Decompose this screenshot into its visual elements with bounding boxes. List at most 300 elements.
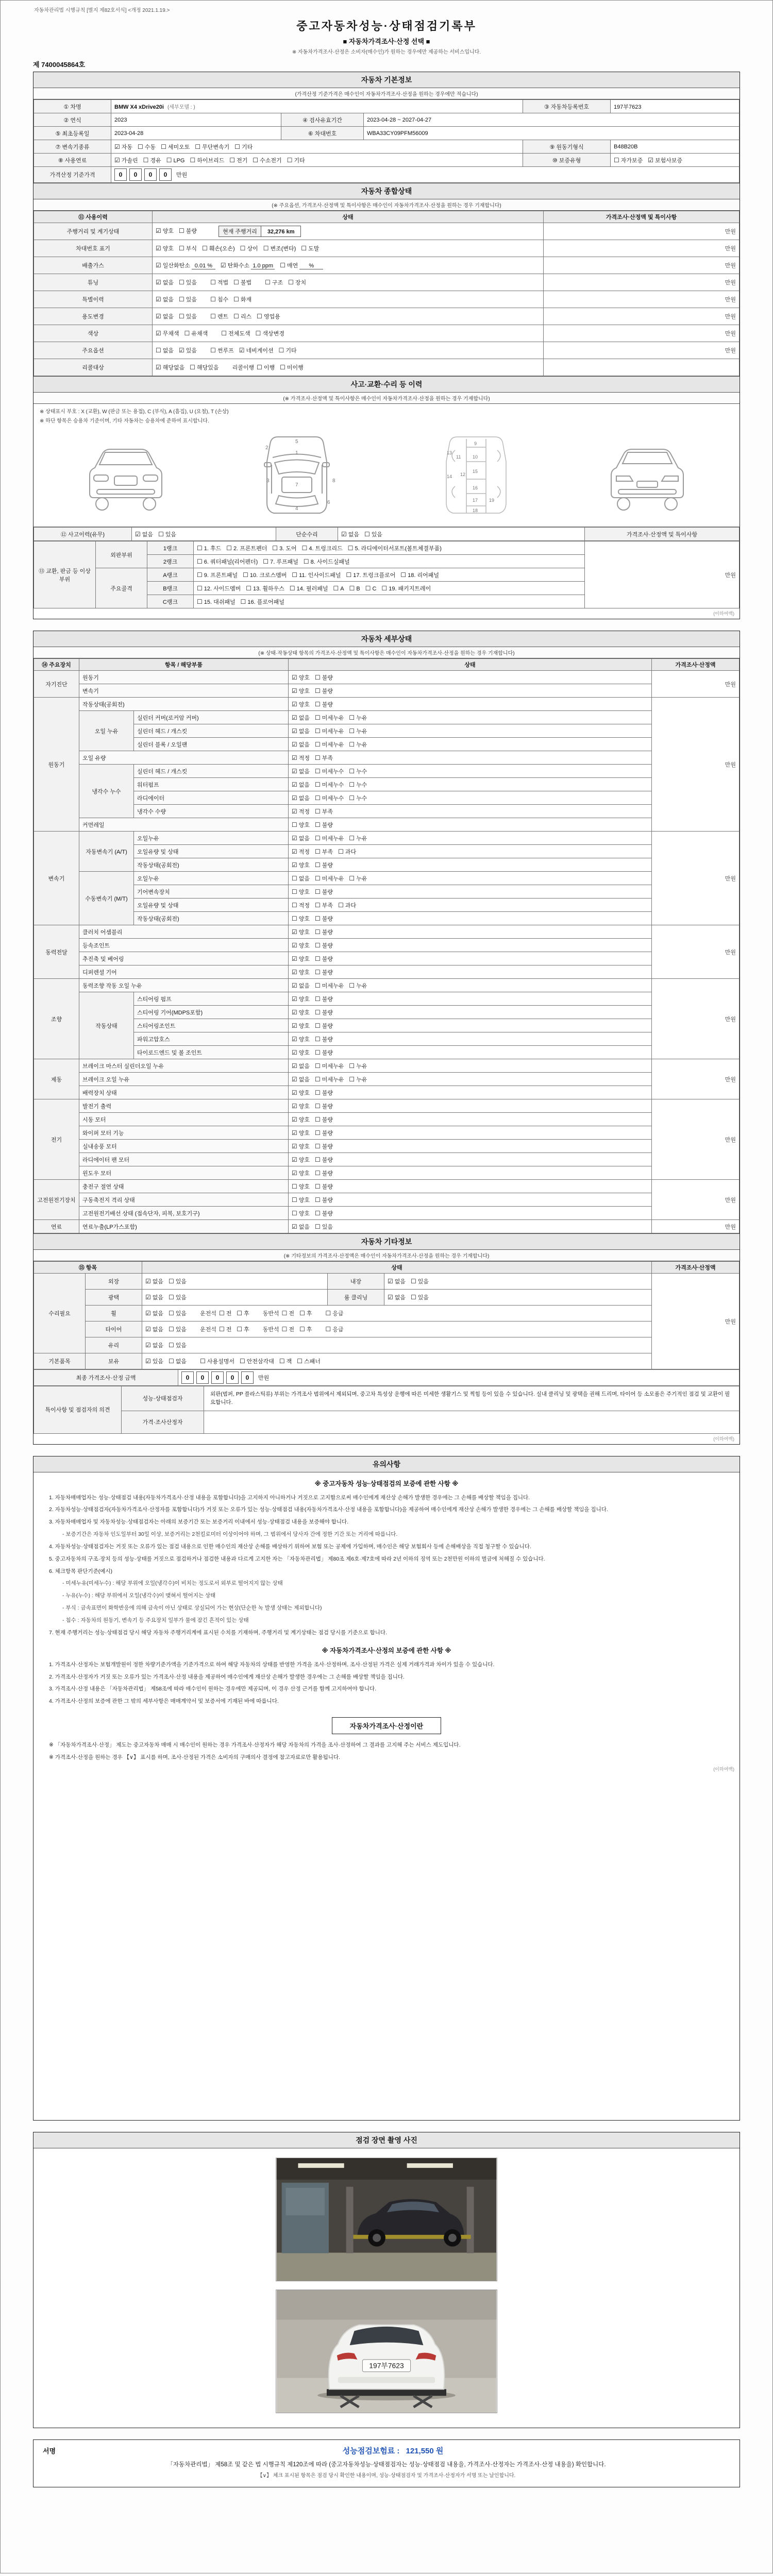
checkbox-option[interactable] [299, 1309, 312, 1317]
check-group [292, 954, 338, 963]
checkbox-option-checked[interactable] [648, 156, 682, 164]
checkbox-option[interactable] [202, 244, 235, 252]
checkbox-option-checked[interactable] [292, 848, 310, 856]
device-item-label: 오일 유량 [79, 751, 289, 765]
checkbox-icon: ☐ [315, 1156, 321, 1163]
checkbox-option[interactable] [315, 888, 333, 896]
form-reference: 자동차관리법 시행규칙 [별지 제82호서식] <개정 2021.1.19.> [34, 8, 170, 13]
checkbox-option-checked[interactable] [292, 1048, 310, 1057]
checkbox-option[interactable] [197, 571, 238, 579]
checkbox-option-checked[interactable] [292, 767, 310, 775]
option-label: 양호 [298, 1143, 310, 1150]
checkbox-option-checked[interactable] [156, 295, 174, 303]
checkbox-option[interactable] [325, 1309, 343, 1317]
price-amount-cell: 만원 [544, 342, 740, 359]
checkbox-option-checked[interactable] [292, 807, 310, 816]
checkbox-option-checked[interactable] [292, 727, 310, 735]
checkbox-option[interactable] [219, 1325, 231, 1333]
checkbox-icon: ☑ [292, 955, 297, 962]
checkbox-option-checked[interactable] [292, 700, 310, 708]
checkbox-option-checked[interactable] [145, 1293, 163, 1301]
device-item-state [289, 832, 652, 845]
checkbox-option[interactable] [237, 1325, 249, 1333]
checkbox-option[interactable] [315, 700, 333, 708]
checkbox-option-checked[interactable] [341, 530, 359, 538]
checkbox-option[interactable] [221, 329, 250, 337]
checkbox-option-checked[interactable] [156, 329, 179, 337]
checkbox-option-checked[interactable] [292, 1142, 310, 1150]
checkbox-option[interactable] [315, 821, 333, 829]
checkbox-option[interactable] [219, 1309, 231, 1317]
checkbox-option[interactable] [290, 584, 328, 592]
checkbox-option[interactable] [229, 156, 247, 164]
notice-item: - 미세누유(미세누수) : 해당 부위에 오일(냉각수)이 비치는 정도로서 외부로 떨어지지 않는 상태 [62, 1580, 283, 1587]
checkbox-option[interactable] [315, 928, 333, 936]
checkbox-icon: ☐ [315, 1129, 321, 1137]
checkbox-option-checked[interactable] [292, 928, 310, 936]
checkbox-option[interactable] [287, 156, 305, 164]
device-item-label: 고전원전기배선 상태 (접속단자, 피복, 보호기구) [79, 1207, 289, 1220]
checkbox-option[interactable] [302, 544, 343, 552]
price-digit-box: 0 [241, 1371, 254, 1384]
detail-row [34, 925, 740, 939]
option-label: 있음 [152, 1359, 164, 1365]
checkbox-option-checked[interactable] [114, 143, 132, 151]
end-blank-marker: (이하여백) [713, 1436, 734, 1442]
checkbox-option[interactable] [338, 848, 356, 856]
checkbox-option[interactable] [349, 585, 360, 592]
device-item-label: 시동 모터 [79, 1113, 289, 1126]
checkbox-option[interactable] [315, 1035, 333, 1043]
checkbox-option[interactable] [338, 901, 356, 909]
checkbox-option-checked[interactable] [145, 1277, 163, 1285]
checkbox-option-checked[interactable] [292, 834, 310, 842]
checkbox-option-checked[interactable] [156, 261, 215, 269]
detail-row [34, 979, 740, 992]
checkbox-option-checked[interactable] [388, 1277, 406, 1285]
detail-row [34, 952, 740, 965]
checkbox-option[interactable] [279, 1357, 292, 1365]
checkbox-option[interactable] [292, 874, 310, 883]
checkbox-option[interactable] [169, 1357, 187, 1365]
checkbox-option-checked[interactable] [292, 941, 310, 950]
checkbox-option-checked[interactable] [292, 981, 310, 990]
device-item-state [289, 684, 652, 698]
checkbox-option[interactable] [197, 544, 221, 552]
checkbox-icon: ☐ [315, 687, 321, 694]
device-item-label: 변속기 [79, 684, 289, 698]
checkbox-option[interactable] [315, 901, 333, 909]
checkbox-option[interactable] [349, 1062, 367, 1070]
checkbox-option[interactable] [282, 1309, 294, 1317]
checkbox-option-checked[interactable] [292, 1129, 310, 1137]
checkbox-option[interactable] [315, 794, 344, 802]
checkbox-option[interactable] [265, 278, 283, 286]
checkbox-option[interactable] [280, 261, 323, 269]
checkbox-option[interactable] [315, 941, 333, 950]
section-etc-note: (※ 기타정보의 가격조사·산정액은 매수인이 자동차가격조사·산정을 원하는 경우 기재합니다) [33, 1250, 740, 1261]
checkbox-option[interactable] [315, 981, 344, 990]
checkbox-option[interactable] [292, 571, 341, 579]
checkbox-option[interactable] [315, 714, 344, 722]
checkbox-option[interactable] [381, 584, 431, 592]
checkbox-option[interactable] [184, 329, 208, 337]
option-label: 없음 [394, 1279, 406, 1285]
checkbox-option[interactable] [349, 1075, 367, 1083]
checkbox-option[interactable] [280, 363, 304, 371]
checkbox-option[interactable] [315, 1169, 333, 1177]
check-group [292, 726, 372, 736]
checkbox-option[interactable] [161, 143, 190, 151]
checkbox-option[interactable] [288, 278, 306, 286]
checkbox-option[interactable] [315, 955, 333, 963]
etc-item-label: 내장 [328, 1274, 384, 1290]
checkbox-icon: ☐ [265, 279, 271, 286]
checkbox-option[interactable] [253, 156, 281, 164]
history-item-state [153, 223, 544, 240]
checkbox-option[interactable] [315, 1115, 333, 1124]
checkbox-option[interactable] [348, 544, 442, 552]
checkbox-option[interactable] [315, 861, 333, 869]
checkbox-option-checked[interactable] [145, 1309, 163, 1317]
checkbox-option-checked[interactable] [292, 968, 310, 976]
checkbox-icon: ☐ [338, 848, 344, 855]
checkbox-icon: ☐ [315, 848, 321, 855]
checkbox-icon: ☐ [234, 143, 241, 150]
checkbox-icon: ☐ [143, 156, 149, 164]
checkbox-option[interactable] [315, 1102, 333, 1110]
checkbox-option[interactable] [315, 687, 333, 695]
checkbox-option-checked[interactable] [292, 673, 310, 682]
checkbox-icon: ☐ [279, 1358, 285, 1365]
checkbox-option-checked[interactable] [292, 955, 310, 963]
checkbox-icon: ☑ [145, 1342, 151, 1349]
checkbox-option[interactable] [315, 1089, 333, 1097]
checkbox-option[interactable] [315, 968, 333, 976]
checkbox-option[interactable] [292, 901, 310, 909]
opinion-row-appraiser [34, 1411, 740, 1433]
option-label: 1. 후드 [204, 545, 222, 552]
option-label: 불량 [322, 688, 333, 694]
checkbox-option[interactable] [299, 1325, 312, 1333]
checkbox-option[interactable] [263, 244, 296, 252]
checkbox-option[interactable] [315, 1182, 333, 1191]
checkbox-option[interactable] [197, 598, 236, 606]
device-item-label: 오일유량 및 상태 [134, 845, 289, 858]
checkbox-option[interactable] [158, 530, 176, 538]
checkbox-option[interactable] [301, 244, 319, 252]
device-item-state [289, 791, 652, 805]
checkbox-option[interactable] [315, 1008, 333, 1016]
checkbox-option-checked[interactable] [156, 244, 174, 252]
checkbox-option[interactable] [315, 848, 333, 856]
checkbox-option[interactable] [240, 1357, 274, 1365]
checkbox-option[interactable] [243, 571, 287, 579]
option-label: 있음 [175, 1327, 187, 1333]
checkbox-option[interactable] [143, 156, 161, 164]
checkbox-option[interactable] [169, 1293, 187, 1301]
engine-type-label: ⑨ 원동기형식 [523, 140, 611, 154]
checkbox-option[interactable] [315, 1075, 344, 1083]
checkbox-option-checked[interactable] [292, 714, 310, 722]
device-item-state [289, 738, 652, 751]
checkbox-option[interactable] [234, 143, 253, 151]
checkbox-option[interactable] [179, 278, 197, 286]
checkbox-option-checked[interactable] [292, 1102, 310, 1110]
check-group [197, 570, 444, 580]
checkbox-option[interactable] [349, 981, 367, 990]
checkbox-option[interactable] [315, 1196, 333, 1204]
check-group [292, 901, 361, 910]
checkbox-option[interactable] [263, 557, 298, 566]
checkbox-option[interactable] [315, 834, 344, 842]
checkbox-option[interactable] [315, 1022, 333, 1030]
checkbox-option[interactable] [315, 807, 333, 816]
checkbox-option[interactable] [349, 740, 367, 749]
checkbox-option-checked[interactable] [292, 1115, 310, 1124]
checkbox-option-checked[interactable] [221, 261, 275, 269]
section-detail-note: (※ 상태·작동상태 항목의 가격조사·산정액 및 특이사항은 매수인이 자동차가격조사·산정을 원하는 경우 기재합니다) [33, 647, 740, 658]
checkbox-icon: ☑ [292, 767, 297, 775]
checkbox-option[interactable] [210, 346, 234, 354]
checkbox-option[interactable] [257, 312, 280, 320]
history-item-label: 차대번호 표기 [34, 240, 153, 257]
checkbox-option[interactable] [282, 1325, 294, 1333]
checkbox-option[interactable] [292, 888, 310, 896]
checkbox-option[interactable] [156, 346, 174, 354]
checkbox-option[interactable] [333, 585, 344, 592]
checkbox-option-checked[interactable] [292, 1075, 310, 1083]
detail-row [34, 1126, 740, 1140]
checkbox-option-checked[interactable] [292, 1169, 310, 1177]
checkbox-option[interactable] [169, 1325, 187, 1333]
checkbox-option-checked[interactable] [292, 1156, 310, 1164]
checkbox-icon: ☑ [239, 347, 245, 354]
checkbox-option-checked[interactable] [292, 861, 310, 869]
option-label: 전체도색 [228, 331, 250, 337]
checkbox-option-checked[interactable] [292, 794, 310, 802]
detail-row [34, 818, 740, 832]
checkbox-option[interactable] [292, 1196, 310, 1204]
option-label: 불법 [240, 280, 252, 286]
checkbox-option[interactable] [297, 1357, 321, 1365]
checkbox-option-checked[interactable] [292, 740, 310, 749]
checkbox-icon: ☑ [145, 1278, 151, 1285]
checkbox-option[interactable] [233, 295, 251, 303]
check-group [292, 793, 372, 803]
checkbox-option-checked[interactable] [292, 687, 310, 695]
checkbox-option[interactable] [315, 1062, 344, 1070]
checkbox-option[interactable] [315, 1129, 333, 1137]
checkbox-option[interactable] [315, 673, 333, 682]
checkbox-option[interactable] [315, 914, 333, 923]
checkbox-icon: ☐ [315, 1196, 321, 1204]
checkbox-option[interactable] [195, 143, 229, 151]
checkbox-option[interactable] [315, 874, 344, 883]
checkbox-option[interactable] [233, 312, 251, 320]
checkbox-option[interactable] [614, 156, 643, 164]
checkbox-option[interactable] [166, 157, 185, 164]
checkbox-option[interactable] [315, 767, 344, 775]
checkbox-option-checked[interactable] [388, 1293, 406, 1301]
checkbox-option[interactable] [315, 781, 344, 789]
checkbox-option[interactable] [179, 295, 197, 303]
detail-row [34, 965, 740, 979]
accident-history-table [33, 527, 740, 541]
inspection-period-value: 2023-04-28 ~ 2027-04-27 [364, 113, 740, 127]
checkbox-option[interactable] [246, 584, 284, 592]
detail-row [34, 711, 740, 724]
checkbox-option[interactable] [315, 727, 344, 735]
checkbox-option[interactable] [349, 874, 367, 883]
checkbox-option[interactable] [210, 295, 228, 303]
checkbox-option[interactable] [233, 278, 251, 286]
checkbox-option[interactable] [200, 1357, 234, 1365]
checkbox-option[interactable] [365, 585, 377, 592]
checkbox-option[interactable] [237, 1309, 249, 1317]
check-group [292, 968, 338, 977]
checkbox-option-checked[interactable] [145, 1325, 163, 1333]
option-label: 과다 [345, 849, 357, 855]
checkbox-option[interactable] [272, 544, 296, 552]
device-item-label: 실린더 블록 / 오일팬 [134, 738, 289, 751]
year-label: ② 연식 [34, 113, 111, 127]
checkbox-option[interactable] [256, 329, 284, 337]
notice-item: 3. 자동차매매업자 및 자동차성능·상태점검자는 아래의 보증기간 또는 보증거리 이내에서 성능·상태점검 내용을 보증해야 합니다. [49, 1519, 349, 1526]
device-item-state [289, 1086, 652, 1099]
checkbox-option-checked[interactable] [145, 1341, 163, 1349]
check-group [200, 1325, 255, 1334]
checkbox-option[interactable] [197, 557, 258, 566]
checkbox-option[interactable] [364, 530, 382, 538]
checkbox-option[interactable] [304, 557, 350, 566]
checkbox-option[interactable] [349, 834, 367, 842]
checkbox-option[interactable] [169, 1277, 187, 1285]
accident-history-label: ⑫ 사고이력(유무) [34, 528, 132, 541]
checkbox-icon: ☐ [315, 1142, 321, 1150]
checkbox-icon: ☑ [292, 834, 297, 842]
checkbox-option-checked[interactable] [292, 1062, 310, 1070]
checkbox-option[interactable] [325, 1325, 343, 1333]
checkbox-option-checked[interactable] [292, 995, 310, 1003]
checkbox-option-checked[interactable] [239, 346, 274, 354]
checkbox-option[interactable] [240, 244, 258, 252]
etc-item-label: 휠 [86, 1306, 142, 1321]
state-mark-legend: ※ 상태표시 부호 : X (교환), W (판금 또는 용접), C (부식), A (흠집), U (요철), T (손상) [40, 409, 229, 415]
checkbox-option[interactable] [349, 794, 367, 802]
option-label: 자동 [121, 144, 133, 150]
option-label: 상이 [247, 246, 258, 252]
checkbox-option-checked[interactable] [156, 278, 174, 286]
checkbox-option[interactable] [138, 143, 156, 151]
checkbox-option-checked[interactable] [292, 1223, 310, 1231]
notice-item: - 누유(누수) : 해당 부위에서 오일(냉각수)이 맺혀서 떨어지는 상태 [62, 1592, 216, 1599]
checkbox-option-checked[interactable] [292, 1035, 310, 1043]
checkbox-option[interactable] [169, 1341, 187, 1349]
checkbox-option[interactable] [349, 714, 367, 722]
checkbox-option[interactable] [210, 278, 228, 286]
checkbox-option[interactable] [411, 1293, 429, 1301]
device-item-state [289, 979, 652, 992]
checkbox-icon: ☐ [197, 557, 203, 565]
checkbox-option[interactable] [292, 914, 310, 923]
detail-row [34, 1086, 740, 1099]
checkbox-option[interactable] [179, 244, 197, 252]
device-item-state [289, 671, 652, 684]
checkbox-icon: ☐ [292, 1182, 297, 1190]
checkbox-option-checked[interactable] [156, 363, 184, 371]
checkbox-option[interactable] [315, 1156, 333, 1164]
device-item-label: 기어변속장치 [134, 885, 289, 899]
checkbox-option-checked[interactable] [292, 1008, 310, 1016]
checkbox-option[interactable] [292, 821, 310, 829]
checkbox-option[interactable] [197, 584, 241, 592]
checkbox-option[interactable] [169, 1309, 187, 1317]
option-label: 사용설명서 [207, 1359, 234, 1365]
checkbox-icon: ☑ [388, 1294, 393, 1301]
checkbox-option-checked[interactable] [292, 1022, 310, 1030]
checkbox-option[interactable] [279, 346, 297, 354]
check-group-label: 동반석 [262, 1327, 279, 1333]
device-item-label: 커먼레일 [79, 818, 289, 832]
checkbox-option[interactable] [315, 1209, 333, 1217]
checkbox-option[interactable] [292, 1209, 310, 1217]
checkbox-option[interactable] [315, 1223, 333, 1231]
checkbox-option-checked[interactable] [135, 530, 153, 538]
checkbox-option[interactable] [190, 156, 224, 164]
checkbox-option[interactable] [241, 598, 284, 606]
checkbox-option[interactable] [179, 227, 197, 235]
checkbox-option[interactable] [349, 727, 367, 735]
odometer-value: 32,276 km [267, 229, 295, 235]
checkbox-option-checked[interactable] [145, 1357, 163, 1365]
checkbox-option-checked[interactable] [292, 781, 310, 789]
checkbox-option[interactable] [315, 1142, 333, 1150]
checkbox-icon: ☐ [381, 584, 388, 592]
checkbox-option-checked[interactable] [292, 1089, 310, 1097]
option-value: 1.0 ppm [251, 263, 275, 269]
check-group [292, 1155, 338, 1164]
checkbox-icon: ☐ [349, 1075, 355, 1083]
checkbox-option-checked[interactable] [156, 227, 174, 235]
checkbox-option[interactable] [257, 363, 275, 371]
checkbox-option[interactable] [179, 312, 197, 320]
checkbox-option-checked[interactable] [114, 156, 138, 164]
checkbox-option[interactable] [349, 781, 367, 789]
check-group [292, 874, 372, 883]
price-amount-cell: 만원 [544, 257, 740, 274]
checkbox-option[interactable] [190, 363, 219, 371]
checkbox-option[interactable] [315, 740, 344, 749]
checkbox-option[interactable] [210, 312, 228, 320]
checkbox-option[interactable] [226, 544, 267, 552]
checkbox-option[interactable] [349, 767, 367, 775]
checkbox-option[interactable] [346, 571, 395, 579]
svg-text:18: 18 [472, 508, 478, 513]
checkbox-icon: ☐ [333, 584, 339, 592]
option-label: 없음 [298, 1224, 310, 1230]
checkbox-option[interactable] [400, 571, 439, 579]
checkbox-option[interactable] [315, 754, 333, 762]
checkbox-option[interactable] [411, 1277, 429, 1285]
checkbox-option[interactable] [315, 995, 333, 1003]
checkbox-option[interactable] [315, 1048, 333, 1057]
checkbox-option-checked[interactable] [156, 312, 174, 320]
checkbox-option-checked[interactable] [292, 754, 310, 762]
checkbox-option[interactable] [292, 1182, 310, 1191]
etc-category-label: 수리필요 [34, 1274, 86, 1353]
checkbox-option-checked[interactable] [179, 346, 197, 354]
